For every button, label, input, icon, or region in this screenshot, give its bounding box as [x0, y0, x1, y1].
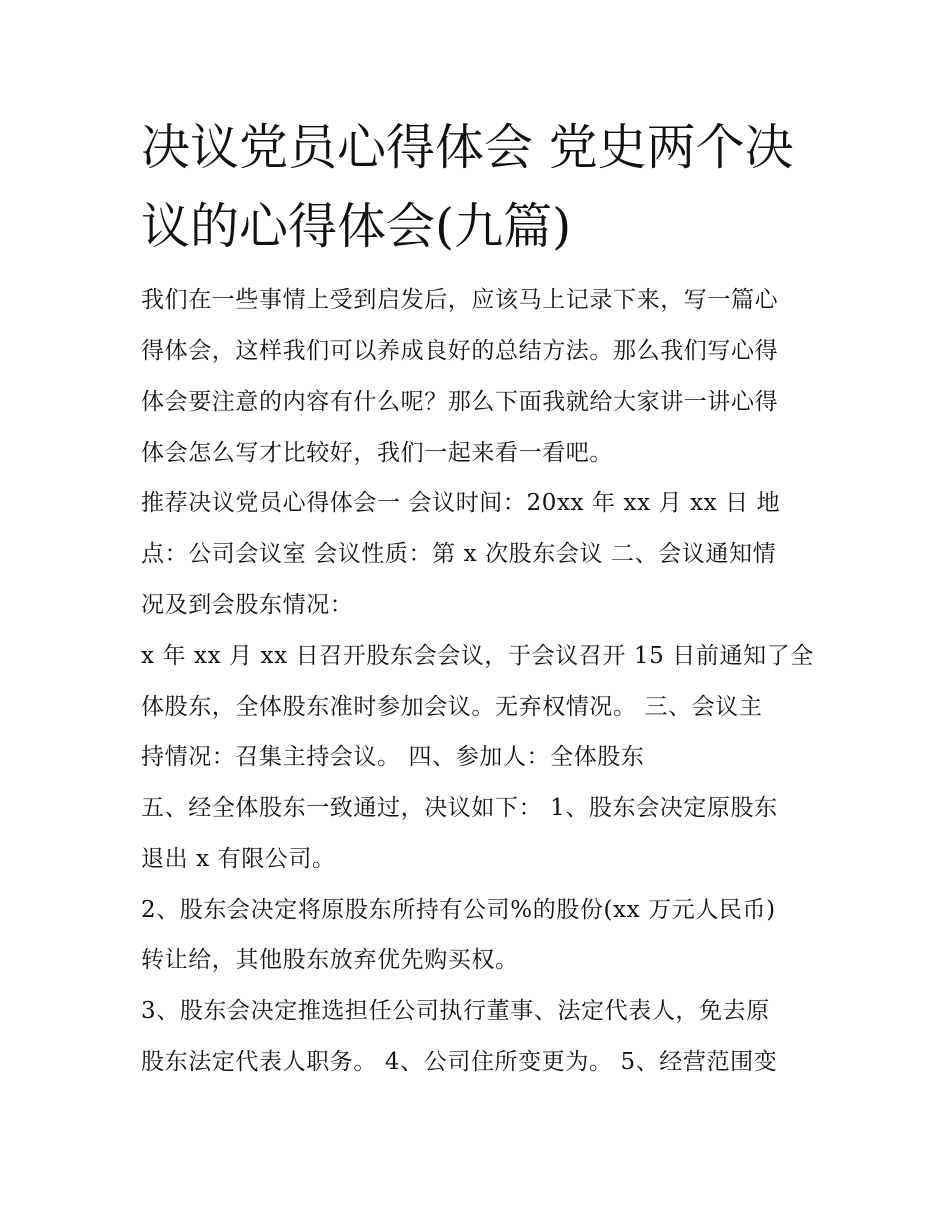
body-line-4: 体会怎么写才比较好，我们一起来看一看吧。	[141, 440, 613, 466]
document-title-line-1: 决议党员心得体会 党史两个决	[141, 119, 794, 176]
body-line-2: 得体会，这样我们可以养成良好的总结方法。那么我们写心得	[141, 338, 779, 364]
body-line-14: 转让给，其他股东放弃优先购买权。	[141, 947, 519, 973]
body-line-15: 3、股东会决定推选担任公司执行董事、法定代表人，免去原	[141, 998, 770, 1024]
document-title-line-2: 议的心得体会(九篇)	[141, 198, 572, 255]
body-line-3: 体会要注意的内容有什么呢？那么下面我就给大家讲一讲心得	[141, 389, 779, 415]
body-line-16: 股东法定代表人职务。 4、公司住所变更为。 5、经营范围变	[141, 1049, 778, 1075]
body-line-9: 体股东，全体股东准时参加会议。无弃权情况。 三、会议主	[141, 694, 763, 720]
body-line-1: 我们在一些事情上受到启发后，应该马上记录下来，写一篇心	[141, 287, 779, 313]
body-line-12: 退出 x 有限公司。	[141, 846, 336, 872]
body-line-5: 推荐决议党员心得体会一 会议时间：20xx 年 xx 月 xx 日 地	[141, 490, 781, 516]
body-line-6: 点：公司会议室 会议性质：第 x 次股东会议 二、会议通知情	[141, 541, 777, 567]
body-line-7: 况及到会股东情况：	[141, 592, 354, 618]
body-line-11: 五、经全体股东一致通过，决议如下： 1、股东会决定原股东	[141, 795, 778, 821]
body-line-8: x 年 xx 月 xx 日召开股东会会议，于会议召开 15 日前通知了全	[141, 643, 814, 669]
body-line-10: 持情况：召集主持会议。 四、参加人：全体股东	[141, 744, 645, 770]
body-line-13: 2、股东会决定将原股东所持有公司%的股份(xx 万元人民币)	[141, 897, 776, 923]
